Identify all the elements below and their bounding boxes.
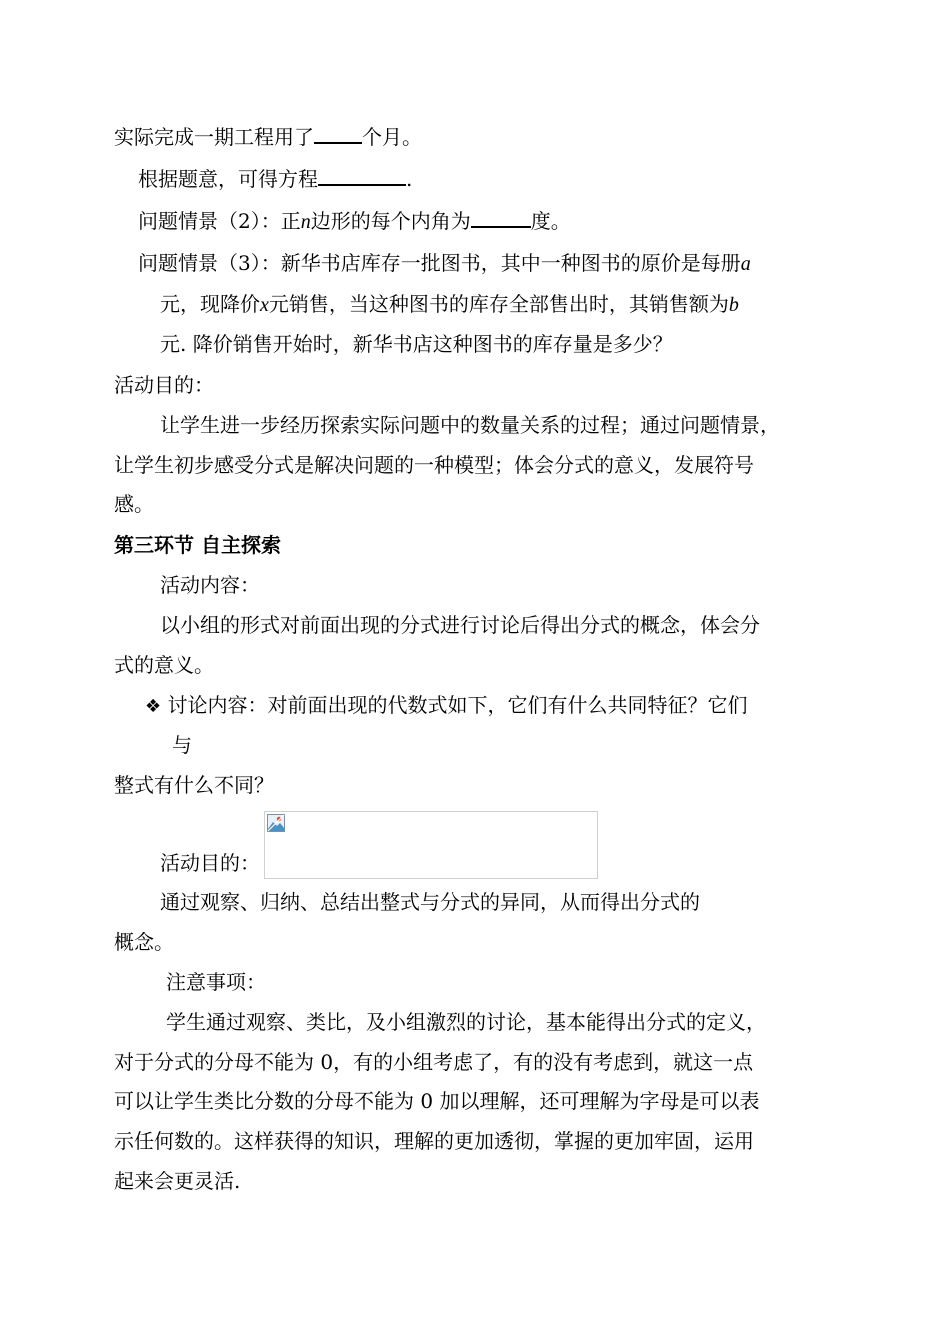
text-line-24: 可以让学生类比分数的分母不能为 0 加以理解，还可理解为字母是可以表 xyxy=(114,1089,760,1113)
text-line-15 xyxy=(145,692,748,720)
text-line-9: 让学生初步感受分式是解决问题的一种模型；体会分式的意义，发展符号 xyxy=(114,453,754,477)
text-line-26: 起来会更灵活. xyxy=(114,1169,241,1193)
section-heading: 第三环节 自主探索 xyxy=(114,533,281,557)
text-line-14: 式的意义。 xyxy=(114,653,214,677)
text: 实际完成一期工程用了 xyxy=(114,125,314,149)
text-line-23: 对于分式的分母不能为 0，有的小组考虑了，有的没有考虑到，就这一点 xyxy=(114,1050,754,1074)
text-line-3 xyxy=(138,208,571,235)
text: 边形的每个内角为 xyxy=(310,209,471,233)
text-line-5 xyxy=(160,291,739,318)
answer-blank xyxy=(471,208,531,228)
text: . xyxy=(406,167,413,191)
text-line-7: 活动目的： xyxy=(114,373,214,397)
text: 问题情景（2）：正 xyxy=(138,209,301,233)
text-line-22: 学生通过观察、类比，及小组激烈的讨论，基本能得出分式的定义， xyxy=(166,1010,766,1034)
text: 元销售，当这种图书的库存全部售出时，其销售额为 xyxy=(268,292,729,316)
text-line-2 xyxy=(138,166,412,192)
text-line-12: 活动内容： xyxy=(160,573,260,597)
text-line-6: 元. 降价销售开始时，新华书店这种图书的库存量是多少？ xyxy=(160,332,673,356)
text: 元，现降价 xyxy=(160,292,260,316)
text: 度。 xyxy=(530,209,571,233)
variable-x: x xyxy=(260,294,269,316)
variable-b: b xyxy=(728,294,739,316)
embedded-image-placeholder xyxy=(264,811,598,879)
broken-image-icon xyxy=(267,814,285,832)
text-line-17: 整式有什么不同？ xyxy=(114,773,274,797)
text: 问题情景（3）：新华书店库存一批图书，其中一种图书的原价是每册 xyxy=(138,251,741,275)
text-line-13: 以小组的形式对前面出现的分式进行讨论后得出分式的概念，体会分 xyxy=(160,613,760,637)
text: 根据题意，可得方程 xyxy=(138,167,318,191)
bullet-icon: ❖ xyxy=(145,696,162,717)
text-line-10: 感。 xyxy=(114,492,154,516)
variable-n: n xyxy=(300,211,311,233)
answer-blank xyxy=(318,166,406,186)
text-line-8: 让学生进一步经历探索实际问题中的数量关系的过程；通过问题情景， xyxy=(160,413,780,437)
text: 个月。 xyxy=(362,125,422,149)
answer-blank xyxy=(314,124,362,144)
variable-a: a xyxy=(740,253,751,275)
text-line-25: 示任何数的。这样获得的知识，理解的更加透彻，掌握的更加牢固，运用 xyxy=(114,1129,754,1153)
text-line-20: 概念。 xyxy=(114,930,174,954)
text-line-16: 与 xyxy=(172,733,192,757)
text-line-1 xyxy=(114,124,422,150)
text-line-21: 注意事项： xyxy=(166,970,266,994)
text-line-18: 活动目的： xyxy=(160,851,260,875)
text-line-4 xyxy=(138,250,751,277)
text: 讨论内容：对前面出现的代数式如下，它们有什么共同特征？它们 xyxy=(167,693,748,717)
text-line-19: 通过观察、归纳、总结出整式与分式的异同，从而得出分式的 xyxy=(160,890,700,914)
